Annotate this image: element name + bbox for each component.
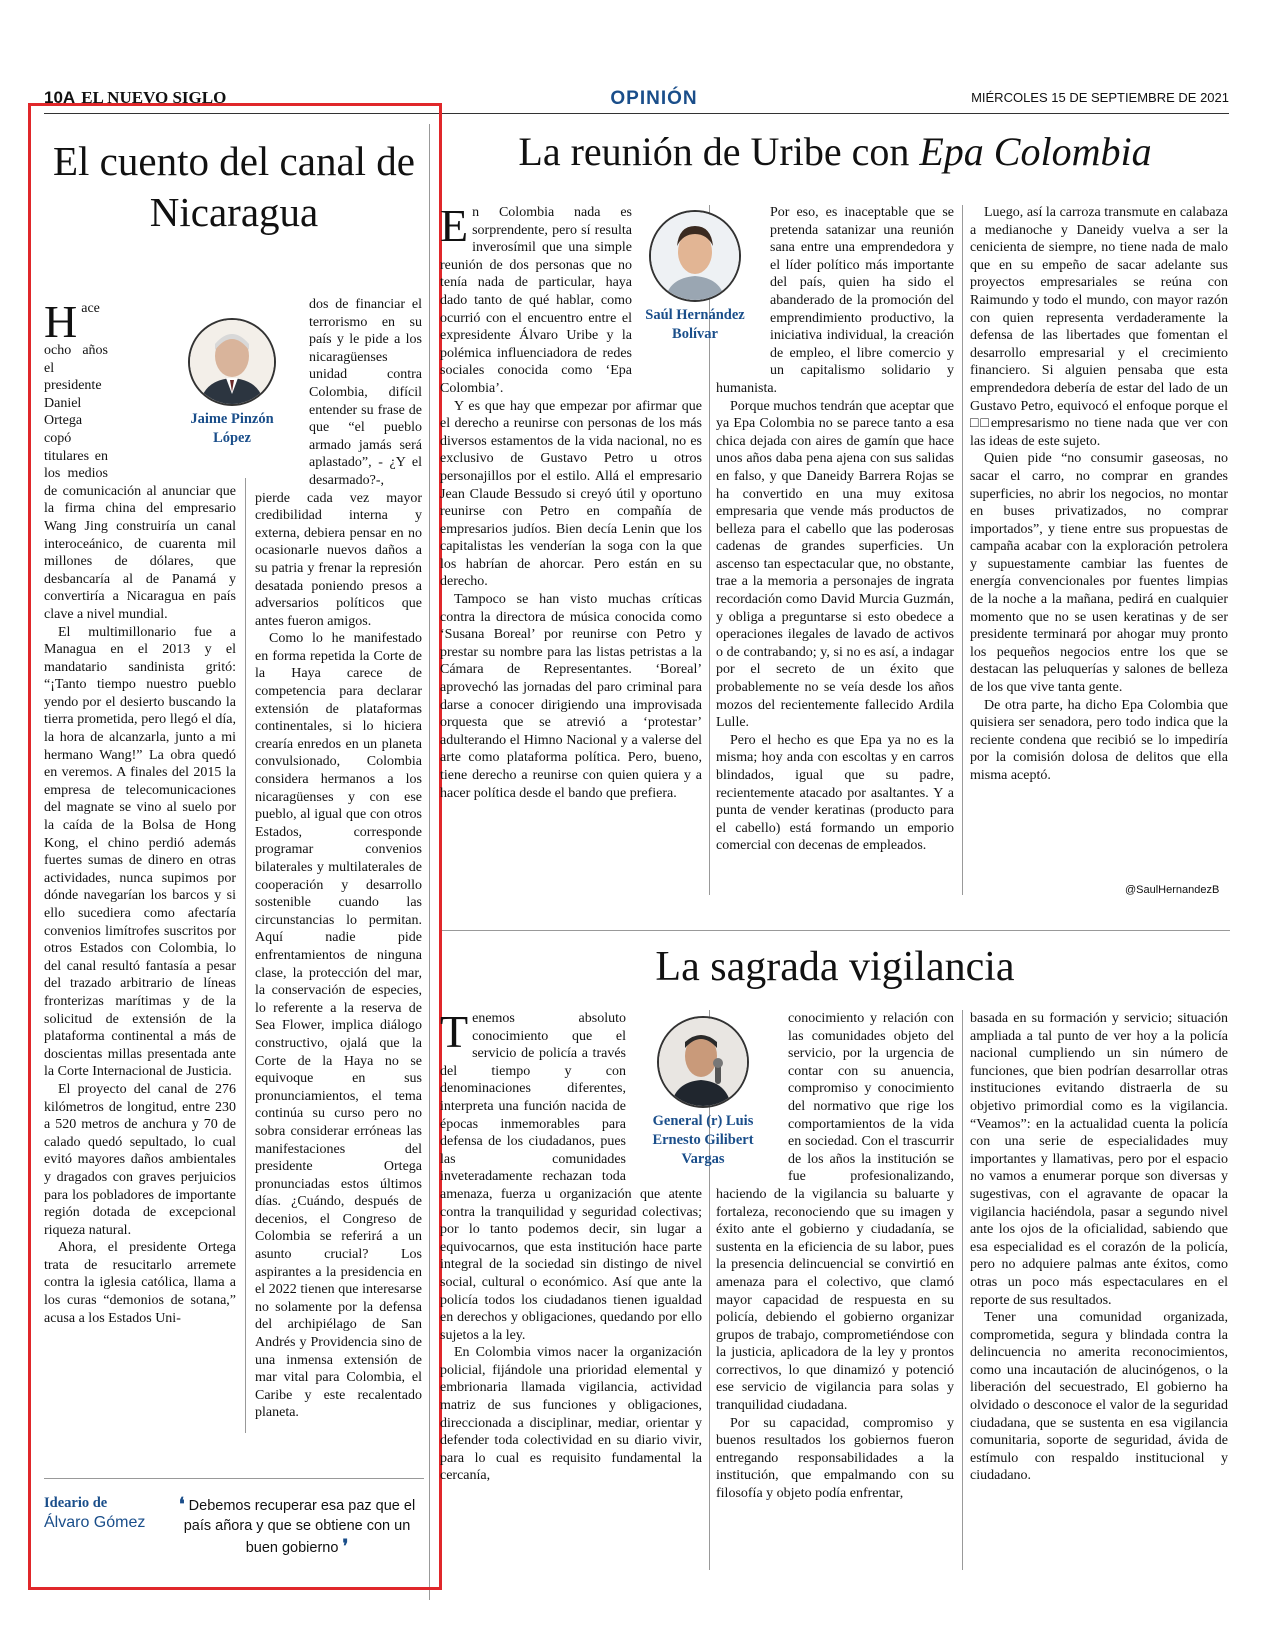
paragraph: Pero el hecho es que Epa ya no es la misma; hoy anda con escoltas y en carros blindados, igual que su padre, recientemente atacado por asaltantes. Y a punta de vender keratinas (producto para el cabello) está formando un emporio comercial con decenas de empleados. xyxy=(716,732,954,854)
author-name: Saúl Hernández Bolívar xyxy=(645,307,745,342)
paragraph: Y es que hay que empezar por afirmar que el derecho a reunirse con personas de los más diversos estamentos de la vida nacional, no es exclusivo de Gustavo Petro u otros personajillos por el estilo. Allá el empresario Jean Claude Bessudo si creyó útil y oportuno reunirse con Petro en compañía de empresarios judíos. Bien decía Lenin que los capitalistas les venderían la soga con la que los habrían de ahorcar. Pero están en su derecho. xyxy=(440,398,702,590)
paragraph: Tampoco se han visto muchas críticas contra la directora de música conocida como ‘Susana Boreal’ por reunirse con Petro y prestar su nombre para las listas petristas a la Cámara de Representantes. ‘Boreal’ aprovechó las jornadas del paro criminal para darse a conocer dirigiendo una improvisada orquesta que se atrevió a ‘protestar’ adulterando el Himno Nacional y a valerse del arte como plataforma política. Pero, bueno, tiene derecho a reunirse con quien quiera y a hacer política desde el bando que prefiera. xyxy=(440,592,702,801)
ideario-quote xyxy=(172,1494,422,1558)
paragraph: Ahora, el presidente Ortega trata de resucitarlo arremete contra la iglesia católica, llama a los curas “demonios de sotana,” acusa a los Estados Uni- xyxy=(44,1240,236,1326)
article-column xyxy=(970,1010,1228,1485)
paragraph: Quien pide “no consumir gaseosas, no sacar el carro, no comprar en grandes superficies, no abrir los negocios, no montar en buses privatizados, no comprar importados”, y tiene entre sus propuestas de campaña acabar con la exploración petrolera y supuestamente cambiar las fuentes de energía convencionales por fuentes limpias de la noche a la mañana, pedirá en cualquier momento que no se usen keratinas y de ser presidente terminará por ahogar muy pronto los pequeños negocios entre los que se destacan las peluquerías y salones de belleza de los que vive tanta gente. xyxy=(970,451,1228,696)
page-number: 10A xyxy=(44,88,76,107)
author-handle: @SaulHernandezB xyxy=(1125,884,1220,896)
article-column xyxy=(716,1010,954,1503)
article-title-vigilancia: La sagrada vigilancia xyxy=(655,944,1015,990)
ideario-name: Álvaro Gómez xyxy=(44,1514,146,1531)
quote-text: Debemos recuperar esa paz que el país añora y que se obtiene con un buen gobierno xyxy=(183,1498,416,1556)
paragraph: conocimiento y relación con las comunidades objeto del servicio, por la urgencia de contar con su anuencia, compromiso y conocimiento del normativo que rige los comportamientos de la vida en sociedad. Con el trascurrir de los años la institución se fue profesionalizando, haciendo de la vigilancia su baluarte y fortaleza, reconociendo que su imagen y éxito ante el gobierno y ciudadanía, se sustenta en la eficiencia de su labor, pues la presencia delincuencial se convirtió en amenaza para el colectivo, que clamó mayor capacidad de respuesta en su policía, debiendo el gobierno organizar grupos de trabajo, comprometiéndose con la justicia, aplicadora de la ley y prontos correctivos, lo que dinamizó y potenció ese servicio de vigilancia para solas y tranquilidad ciudadana. xyxy=(716,1011,954,1414)
article-column xyxy=(716,204,954,855)
close-quote-icon: ❜ xyxy=(342,1536,349,1556)
article-title-uribe xyxy=(440,128,1230,176)
column-divider xyxy=(962,1010,963,1570)
paragraph: En Colombia vimos nacer la organización policial, fijándole una prioridad elemental y embrionaria llamada vigilancia, actividad matriz de sus funciones y obligaciones, direccionada a disciplinar, mediar, orientar y defender toda colectividad en su diario vivir, para lo cual es requisito fundamental la cercanía, xyxy=(440,1345,702,1484)
paragraph: Tener una comunidad organizada, comprometida, segura y blindada contra la delincuencia no amerita reconocimientos, como una incautación de alucinógenos, o la liberación del secuestrado, El gobierno ha olvidado o desconoce el valor de la seguridad ciudadana, que se sustenta en esa vigilancia comunitaria, soporte de seguridad, ávida de estímulo con respaldo institucional y ciudadano. xyxy=(970,1310,1228,1484)
author-name: General (r) Luis Ernesto Gilibert Vargas xyxy=(652,1113,754,1167)
paragraph: n Colombia nada es sorprendente, pero sí resulta inverosímil que una simple reunión de dos personas que no tenía nada de particular, haya dado tanto de qué hablar, como ocurrió con el encuentro entre el expresidente Álvaro Uribe y la polémica influenciadora de redes sociales conocida como ‘Epa Colombia’. xyxy=(440,205,632,396)
ideario-block xyxy=(44,1495,174,1532)
title-italic: Epa Colombia xyxy=(919,129,1152,174)
paragraph: Luego, así la carroza transmute en calabaza a medianoche y Daneidy vuelva a ser la cenicienta de siempre, no tiene nada de malo que en su empeño de sacar adelante sus proyectos empresariales se reúna con Raimundo y todo el mundo, con mayor razón con quien representa verdaderamente la defensa de las libertades que fomentan el desarrollo empresarial y el crecimiento financiero. Si alguien pensaba que esta emprendedora debería de estar del lado de un Gustavo Petro, equivocó el enfoque porque el □□empresarismo no tiene nada que ver con las ideas de este sujeto. xyxy=(970,205,1228,449)
ideario-label: Ideario de xyxy=(44,1495,108,1511)
paragraph: El multimillonario fue a Managua en el 2013 y el mandatario sandinista gritó: “¡Tanto tiempo nuestro pueblo yendo por el desierto buscando la tierra prometida, pero llegó el día, la hora de alcanzarla, junto a mi hermano Wang!” La obra quedó en veremos. A finales del 2015 la empresa de telecomunicaciones del magnate se vino al suelo por la caída de la Bolsa de Hong Kong, el chino perdió además fuertes sumas de dinero en otras actividades, nunca supimos por dónde navegarían los barcos y si ello sucediera como afectaría convenios limítrofes suscritos por otros Estados con Colombia, lo del canal resultó fantasía a pesar del trazado arbitrario de líneas fronterizas marítimas y de la solicitud de extensión de la plataforma continental a más de doscientas millas presentada ante la Corte Internacional de Justicia. xyxy=(44,624,236,1080)
article-title-canal: El cuento del canal de Nicaragua xyxy=(53,138,415,235)
drop-cap: H xyxy=(44,296,78,347)
paragraph: basada en su formación y servicio; situación ampliada a tal punto de ver hoy a la policía nacional cumpliendo un sin número de funciones, que bien podrían desarrollar otras instituciones evitando distraerla de su objetivo primordial como es la vigilancia. “Veamos”: en la actualidad cuenta la policía con una serie de especialidades muy importantes y llamativas, pero por el espacio no vamos a enumerar porque son diversas y sugestivas, con el agravante de opacar la vigilancia haciéndola, pasar a segundo nivel ante los ojos de la oficialidad, sabiendo que esa especialidad es el corazón de la policía, pero no adquiere palmas ante éxitos, como otras un poco más espectaculares en el reporte de sus resultados. xyxy=(970,1011,1228,1308)
paragraph: dos de financiar el terrorismo en su país y le pide a los nicaragüenses unidad contra Colombia, difícil entender su frase de que “el pueblo armado jamás será aplastado”, - ¿Y el desarmado?-, pierde cada vez mayor credibilidad interna y externa, debiera pensar en no ocasionarle nuevos daños a su patria y frenar la represión desatada poniendo presos a adversarios políticos que antes fueron amigos. xyxy=(255,297,422,629)
article-column xyxy=(44,296,236,1327)
section-label: OPINIÓN xyxy=(610,88,698,109)
issue-date: MIÉRCOLES 15 DE SEPTIEMBRE DE 2021 xyxy=(971,90,1229,105)
section-divider xyxy=(440,930,1230,931)
open-quote-icon: ❛ xyxy=(178,1494,185,1514)
paragraph: ace ocho años el presidente Daniel Ortega copó titulares en los medios de comunicación al anunciar que la firma china del empresario Wang Jing construiría un canal interoceánico, de cuarenta mil millones de dólares, que desbancaría al de Panamá y convertiría a Nicaragua en país clave a nivel mundial. xyxy=(44,301,236,622)
author-name: Jaime Pinzón López xyxy=(190,411,274,446)
article-column xyxy=(970,204,1228,785)
paragraph: Por su capacidad, compromiso y buenos resultados los gobiernos fueron entregando responsabilidades a la institución, que empalmando con su filosofía y objeto podía enfrentar, xyxy=(716,1415,954,1502)
paragraph: enemos absoluto conocimiento que el servicio de policía a través del tiempo y con denominaciones diferentes, interpreta una función nacida de épocas inmemorables para defensa de los ciudadanos, pues las comunidades inveteradamente rechazan toda amenaza, fuerza u organización que atente contra la tranquilidad y seguridad colectivas; por lo tanto podemos decir, sin lugar a equivocarnos, que esta institución hace parte integral de la sociedad sin distingo de nivel social, cultural o económico. Así que ante la policía todos los ciudadanos tienen igualdad en derechos y obligaciones, quedando por ello sujetos a la ley. xyxy=(440,1011,702,1343)
article-column xyxy=(440,1006,702,1485)
paragraph: De otra parte, ha dicho Epa Colombia que quisiera ser senadora, pero todo indica que la reciente condena que recibió se lo impediría por la comisión dolosa de delitos que ella misma aceptó. xyxy=(970,697,1228,783)
article-column xyxy=(440,200,702,802)
paper-title: EL NUEVO SIGLO xyxy=(81,88,227,107)
paragraph: Por eso, es inaceptable que se pretenda satanizar una reunión sana entre una emprendedora y el líder político más importante del país, quien ha sido el abanderado de la promoción del emprendimiento productivo, la iniciativa individual, la creación de empleo, el libre comercio y un capitalismo solidario y humanista. xyxy=(716,205,954,396)
article-column xyxy=(255,296,422,1422)
paragraph: Porque muchos tendrán que aceptar que ya Epa Colombia no se parece tanto a esa chica dejada con aires de gamín que hace unos años daba pena ajena con sus salidas en falso, y que Daneidy Barrera Rojas se ha convertido en una muy exitosa empresaria que vende más productos de belleza para el cabello que las poderosas cadenas de grandes superficies. Un ascenso tan espectacular que, no obstante, trae a la memoria a personajes de ingrata recordación como David Murcia Guzmán, y obliga a preguntarse si esto obedece a operaciones ilegales de lavado de activos o de contrabando; y, si no es así, a indagar por el secreto de un éxito que probablemente no se veía desde los años mozos del recientemente fallecido Ardila Lulle. xyxy=(716,398,954,731)
drop-cap: E xyxy=(440,200,469,251)
drop-cap: T xyxy=(440,1006,469,1057)
paragraph: El proyecto del canal de 276 kilómetros de longitud, entre 230 a 520 metros de anchura y 70 de calado quedó sepultado, lo cual evitó mayores daños ambientales y dragados con graves perjuicios para los pobladores de importante región dotada de excepcional riqueza natural. xyxy=(44,1081,236,1238)
column-divider xyxy=(962,205,963,895)
paragraph: Como lo he manifestado en forma repetida la Corte de la Haya carece de competencia para declarar extensión de plataformas continentales, si lo hiciera crearía enredos en un planeta convulsionado, Colombia considera hermanos a los nicaragüenses y con ese pueblo, al igual que con otros Estados, corresponde programar convenios bilaterales y multilaterales de cooperación y desarrollo sostenible cuando las circunstancias lo permitan. Aquí nadie pide enfrentamientos de ninguna clase, la protección del mar, la conservación de especies, lo referente a la reserva de Sea Flower, implica diálogo constructivo, ojalá que la Corte de la Haya no se equivoque en sus pronunciamientos, el tema continúa su curso pero no sobra considerar erróneas las manifestaciones del presidente Ortega pronunciadas estos últimos días. ¿Cuándo, después de decenios, el Congreso de Colombia se referirá a un asunto crucial? Los aspirantes a la presidencia en el 2022 tienen que interesarse no solamente por la defensa del archipiélago de San Andrés y Providencia sino de una inmensa extensión de mar vital para Colombia, el Caribe y este recalentado planeta. xyxy=(255,631,422,1421)
title-plain: La reunión de Uribe con xyxy=(518,129,920,174)
